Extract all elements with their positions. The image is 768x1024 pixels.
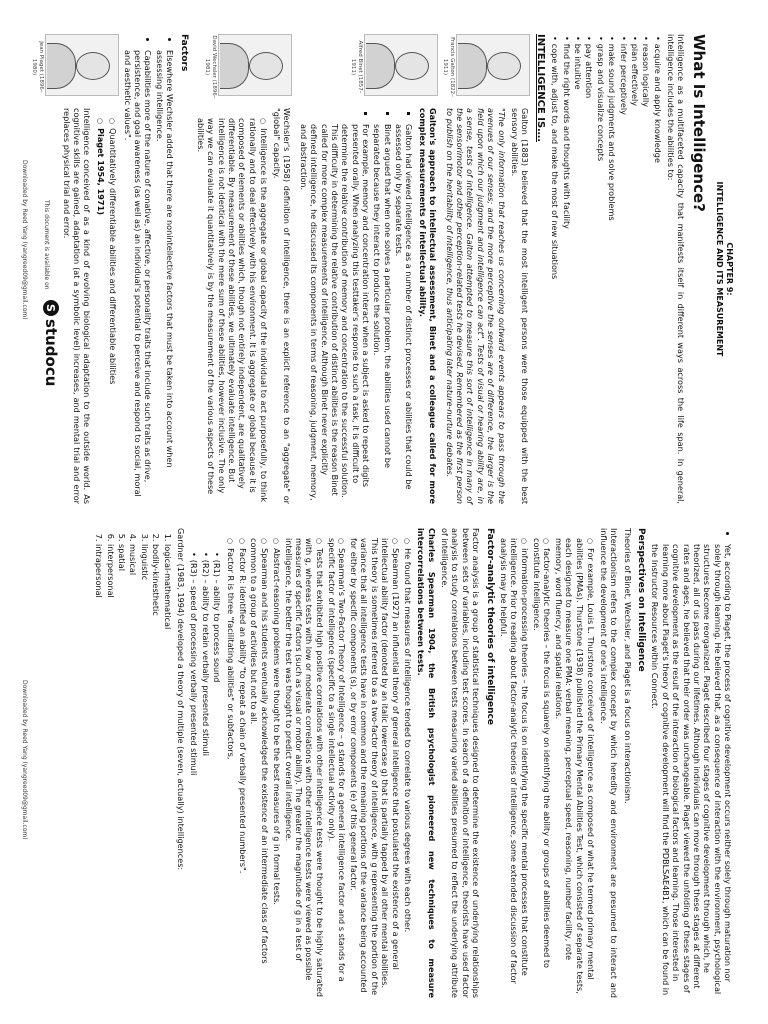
left-column	[31, 34, 734, 504]
perspectives-list	[499, 528, 596, 998]
intelligence-is-heading: INTELLIGENCE IS….	[535, 34, 547, 142]
list-item: 4. musical	[128, 544, 138, 998]
list-item: • (R1) – ability to process sound	[212, 552, 222, 998]
galton-text	[441, 108, 530, 504]
list-item: • make sound judgments and solve problems	[607, 36, 617, 504]
list-item: 6. interpersonal	[105, 544, 115, 998]
galton-quote: "The only information that reaches us concerning outward events appears to pass through the avenues of our senses; and the more perceptive the senses are of difference, the larger is the field upon which our judgment and intelligence can act". Tests of visual or hearing ability are, in a sense, tests of intelligence. Galton attempted to measure this sort of intelligence in many of the sensorimotor and other perception-related tests he devised. Remembered as the first person to publish on the heritability of intelligence, thus anticipating later nature-nurture debates.	[444, 108, 507, 504]
download-footer-right: Downloaded by Reed Yang (yangreed09@gmail.com)	[21, 680, 28, 840]
factor-r-sublist	[189, 528, 222, 998]
list-item: • acquire and apply knowledge	[652, 36, 662, 504]
wechsler-paragraph: Wechsler's (1958) definition of intelligence, there is an explicit reference to an "aggregate" or "global" capacity.	[272, 108, 293, 504]
list-item: • Elsewhere Wechsler added that there are nonintellective factors that must be taken into account when assessing intelligence.	[154, 50, 175, 504]
portrait-image	[219, 34, 293, 96]
galton-portrait	[441, 34, 530, 100]
binet-list	[299, 108, 415, 504]
piaget-continued-list	[650, 528, 733, 998]
list-item: • Yet, according to Piaget, the process of cognitive development occurs neither solely through maturation nor solely through learning. He believed that, as a consequence of interaction with the environment, psychological structures become reorganized. Piaget described four stages of cognitive development through which, he theorized, all of us pass during our lifetimes. Although individuals can move through these stages at different rates and ages, he believed that their order was unchangeable. Piaget viewed the unfolding of these stages of cognitive development as the result of the interaction of biological factors and learning. Those interested in learning more about Piaget's theory of cognitive development will find the PDBLSAE4B1, which can be found in the Instructor Resources within Connect.	[650, 544, 733, 998]
list-item: 7. intrapersonal	[94, 544, 104, 998]
studocu-logo-text: studocu	[42, 319, 60, 387]
list-item: • (R3) – speed of processing verbally presented stimuli	[189, 552, 199, 998]
piaget-text	[58, 108, 119, 504]
portrait-image	[456, 34, 530, 96]
list-item: ○ Intelligence is the aggregate or global capacity of the individual to act purposefully, to think rationally and to deal effectively with his environment. It is aggregate or global because it is composed of elements or abilities which, though not entirely independent, are qualitatively differentiable. By measurement of these abilities, we ultimately evaluate intelligence. But intelligence is not identical with the mere sum of these abilities, however inclusive. The only way we can evaluate it quantitatively is by the measurement of the various aspects of these abilities.	[196, 118, 269, 504]
portrait-caption: Alfred Binet (1857–1911)	[350, 40, 364, 94]
wechsler-list	[196, 108, 269, 504]
chapter-title: INTELLIGENCE AND ITS MEASUREMENT	[714, 181, 724, 357]
right-column	[34, 528, 734, 998]
gardner-intelligences-list	[94, 528, 173, 998]
binet-text	[296, 108, 439, 504]
portrait-caption: Jean Piaget (1896–1980)	[31, 41, 45, 93]
factors-list	[122, 34, 175, 504]
list-item: 2. bodily-kinesthetic	[151, 544, 161, 998]
list-item: ○ Tests that exhibited high positive correlations with other intelligence tests were thought to be highly saturated with g, whereas tests with low or moderate correlations with other intelligence tests were viewed as possible measures of specific factors (such as visual or motor ability). The greater the magnitude of g in a test of intelligence, the better the test was thought to predict overall intelligence.	[283, 538, 325, 998]
factors-sublist	[95, 108, 118, 504]
factors-heading: Factors	[178, 34, 189, 72]
list-item: • Capabilities more of the nature of conative, affective, or personality traits that include such traits as drive, persistence, and goal awareness (as well as) an individual's potential to perceive and respond to social, moral and aesthetic values".	[122, 50, 153, 504]
galton-block	[441, 34, 530, 504]
spearman-list	[225, 528, 413, 998]
list-item: • cope with, adjust to, and make the most of new situations	[550, 36, 560, 504]
gardner-paragraph: Gardner (1983, 1994) developed a theory of multiple (seven, actually) intelligences:	[175, 528, 186, 871]
wechsler-portrait	[203, 34, 292, 100]
list-item: 1. logical-mathematical	[162, 544, 172, 998]
list-item: ○ factor-analytic theories – the focus is squarely on identifying the ability or groups of abilities deemed to constitute intelligence.	[531, 538, 552, 998]
list-item: • pay attention	[584, 36, 594, 504]
wechsler-text	[193, 108, 293, 504]
list-item: ▪ For example, memory and concentration interact when a subject is asked to repeat digits presented orally. When analyzing this testtaker's response to such a task, it is difficult to determine the relative contribution of memory and concentration to the successful solution. This difficulty in determining the relative contribution of distinct abilities is the reason Binet called for more complex measurements of intelligence. Although Binet never explicitly defined intelligence, he discussed its components in terms of reasoning, judgment, memory, and abstraction.	[299, 124, 372, 504]
list-item: ○ For example, Louis L. Thurstone conceived of intelligence as composed of what he termed primary mental abilities (PMAs). Thurstone (1938) published the Primary Mental Abilities Test, which consisted of separate tests, each designed to measure one PMA: verbal meaning, perceptual speed, reasoning, number facility, rote memory, word fluency, and spatial relations.	[554, 538, 596, 998]
list-item: ○ Spearman's Two-Factor Theory of Intelligence – g stands for a general intelligence factor and s stands for a specific factor of intelligence (specific to a single intellectual activity only).	[326, 538, 347, 998]
piaget-portrait	[30, 34, 119, 100]
list-item: • infer perceptively	[618, 36, 628, 504]
list-item: 5. spatial	[117, 544, 127, 998]
list-item: • reason logically	[641, 36, 651, 504]
list-item: ○ Spearman and his students eventually acknowledged the existence of an intermediate class of factors common to a group of activities but not to all.	[249, 538, 270, 998]
piaget-paragraph: Intelligence conceived of as a kind of evolving biological adaptation to the outside world. As cognitive skills are gained, adaptation (at a symbolic level) increases, and mental trial and error replaces physical trial and error.	[61, 108, 93, 504]
list-item: ○ Factor R is three "facilitating abilities" or subfactors,	[225, 538, 236, 998]
portrait-caption: Francis Galton (1822–1911)	[442, 37, 456, 97]
portrait-image	[45, 34, 119, 96]
studocu-logo[interactable]	[42, 300, 60, 386]
available-on-note: This document is available on	[43, 200, 50, 290]
binet-portrait	[349, 34, 438, 100]
spearman-paragraph: Charles Spearman 1904, the British psychologist pioneered new techniques to measure intercorrelations between tests.	[416, 528, 437, 998]
list-item: ▪ Binet argued that when one solves a particular problem, the abilities used cannot be separated because they interact to produce the solution.	[372, 124, 393, 504]
galton-paragraph: Galton (1883) believed that the most intelligent persons were those equipped with the best sensory abilities.	[509, 108, 531, 504]
factor-analysis-paragraph: Factor analysis is a group of statistical techniques designed to determine the existence of underlying relationships between sets of variables, including test scores. In search of a definition of intelligence, theorists have used factor analysis to study correlations between tests measuring varied abilities presumed to reflect the underlying attribute of intelligence.	[439, 528, 481, 998]
list-item: 3. linguistic	[139, 544, 149, 998]
factor-analytic-heading: Factor-analytic theories of intelligence	[484, 528, 495, 725]
list-item: ○ Quantitatively differentiable abilities and differentiable abilities	[107, 118, 118, 504]
chapter-label: CHAPTER 9:	[725, 242, 734, 296]
list-item: ○ Spearman (1927) an influential theory of general intelligence that postulated the existence of a general intellectual ability factor (denoted by an italic lowercase g) that is partially tapped by all other mental abilities. This theory is sometimes referred to as a two-factor theory of intelligence, with g representing the portion of the variance that all intelligence tests have in common and the remaining portions of the variance being accounted for either by specific components (s), or by error components (e) of this general factor.	[349, 538, 401, 998]
portrait-caption: David Wechsler (1896–1981)	[204, 35, 218, 99]
list-item: • grasp and visualize concepts	[595, 36, 605, 504]
binet-block	[296, 34, 439, 504]
binet-paragraph: Galton's approach to intellectual assessment, Binet and a colleague called for more complex measurements of intellectual ability.	[417, 108, 439, 504]
list-item: • find the right words and thoughts with facility	[561, 36, 571, 504]
list-item: ○ Piaget 1954, 1971)	[95, 118, 106, 504]
perspectives-paragraph: Theories of Binet, Wechsler, and Piaget is a focus on interactionism.	[622, 528, 633, 804]
perspectives-heading: Perspectives on Intelligence	[636, 528, 647, 672]
list-item: ○ He found that measures of intelligence tended to correlate to various degrees with each other.	[402, 538, 413, 998]
intro-paragraph: Intelligence as a multifaceted capacity that manifests itself in different ways across the life span. In general, intelligence includes the abilities to:	[665, 34, 687, 504]
list-item: • plan effectively	[630, 36, 640, 504]
list-item: ○ Abstract-reasoning problems were thought to be the best measures of g in formal tests.	[271, 538, 282, 998]
list-item: • (R2) – ability to retain verbally presented stimuli	[200, 552, 210, 998]
wechsler-block	[193, 34, 293, 504]
studocu-logo-icon: S	[43, 300, 59, 316]
list-item: ○ Factor R: identified an ability "to repeat a chain of verbally presented numbers".	[237, 538, 248, 998]
download-footer-left: Downloaded by Reed Yang (yangreed09@gmail.com)	[21, 160, 28, 320]
portrait-image	[364, 34, 438, 96]
interactionism-paragraph: Interactionism refers to the complex concept by which heredity and environment are presumed to interact and influence the development of one's intelligence.	[598, 528, 620, 998]
abilities-list	[550, 34, 663, 504]
section-heading-what-is-intelligence: What Is Intelligence?	[689, 34, 708, 212]
list-item: • be intuitive	[573, 36, 583, 504]
list-item: ○ information-processing theories – the focus is on identifying the specific mental processes that constitute intelligence. Prior to reading about factor-analytic theories of intelligence, some extended discussion of factor analysis may be helpful.	[499, 538, 531, 998]
list-item: ▪ Galton had viewed intelligence as a number of distinct processes or abilities that could be assessed only by separate tests.	[394, 124, 415, 504]
